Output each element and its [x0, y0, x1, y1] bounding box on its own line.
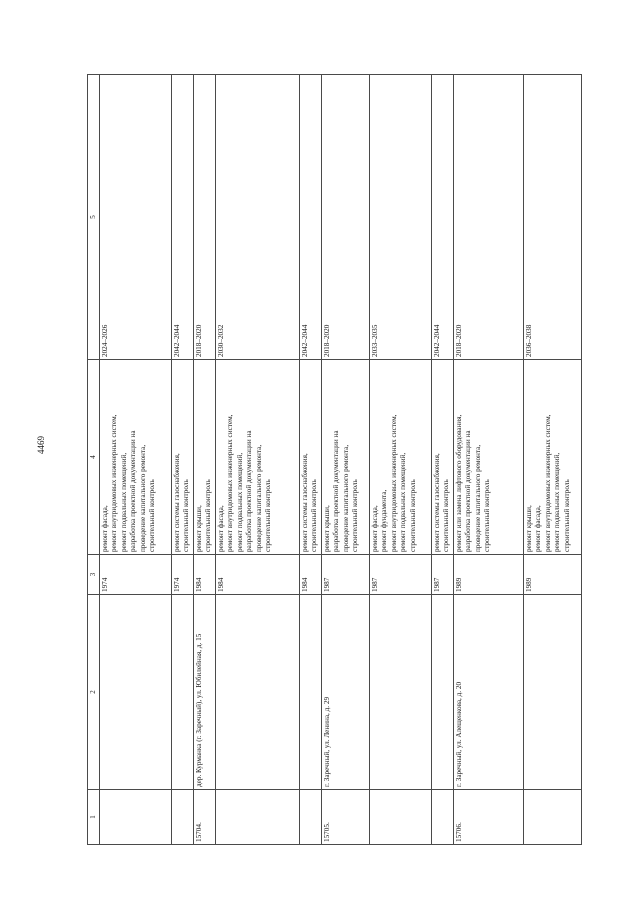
- works-cell: ремонт крыши, разработка проектной документации на проведение капитального ремонта, строительный контроль: [322, 360, 370, 555]
- table-row: [432, 75, 454, 845]
- address-cell: [524, 595, 582, 790]
- column-number: 4: [88, 360, 100, 555]
- table-row: [524, 75, 582, 845]
- table-row: [300, 75, 322, 845]
- address-cell: [300, 595, 322, 790]
- period-cell: 2030–2032: [216, 75, 300, 360]
- table-row: [194, 75, 216, 845]
- page-number: 4469: [36, 436, 46, 454]
- works-cell: ремонт системы газоснабжения, строительный контроль: [300, 360, 322, 555]
- build-year-cell: 1974: [172, 555, 194, 595]
- address-cell: г. Заречный, ул. Ленина, д. 29: [322, 595, 370, 790]
- build-year-cell: 1984: [300, 555, 322, 595]
- works-cell: ремонт крыши, ремонт фасада, ремонт внутридомовых инженерных систем, ремонт подвальных помещений, строительный контроль: [524, 360, 582, 555]
- period-cell: 2033–2035: [370, 75, 432, 360]
- column-number-row: [88, 75, 100, 845]
- address-cell: [370, 595, 432, 790]
- build-year-cell: 1987: [432, 555, 454, 595]
- build-year-cell: 1987: [322, 555, 370, 595]
- row-number-cell: [300, 790, 322, 845]
- row-number-cell: [216, 790, 300, 845]
- works-cell: ремонт фасада, ремонт внутридомовых инженерных систем, ремонт подвальных помещений, разработка проектной документации на проведение капитального ремонта, строительный контроль: [100, 360, 172, 555]
- period-cell: 2018–2020: [454, 75, 524, 360]
- period-cell: 2036–2038: [524, 75, 582, 360]
- period-cell: 2018–2020: [322, 75, 370, 360]
- works-cell: ремонт системы газоснабжения, строительный контроль: [172, 360, 194, 555]
- table-row: [322, 75, 370, 845]
- column-number: 3: [88, 555, 100, 595]
- row-number-cell: [100, 790, 172, 845]
- row-number-cell: [432, 790, 454, 845]
- address-cell: г. Заречный, ул. Алещенкова, д. 20: [454, 595, 524, 790]
- build-year-cell: 1989: [524, 555, 582, 595]
- column-number: 5: [88, 75, 100, 360]
- table-row: [454, 75, 524, 845]
- works-cell: ремонт системы газоснабжения, строительный контроль: [432, 360, 454, 555]
- build-year-cell: 1974: [100, 555, 172, 595]
- table-row: [370, 75, 432, 845]
- table-row: [172, 75, 194, 845]
- address-cell: [432, 595, 454, 790]
- period-cell: 2042–2044: [300, 75, 322, 360]
- address-cell: [216, 595, 300, 790]
- address-cell: [100, 595, 172, 790]
- table-row: [100, 75, 172, 845]
- works-cell: ремонт фасада, ремонт фундамента, ремонт внутридомовых инженерных систем, ремонт подвальных помещений, строительный контроль: [370, 360, 432, 555]
- period-cell: 2042–2044: [172, 75, 194, 360]
- row-number-cell: 15704.: [194, 790, 216, 845]
- row-number-cell: [172, 790, 194, 845]
- build-year-cell: 1984: [194, 555, 216, 595]
- works-cell: ремонт фасада, ремонт внутридомовых инженерных систем, ремонт подвальных помещений, разработка проектной документации на проведение капитального ремонта, строительный контроль: [216, 360, 300, 555]
- works-cell: ремонт крыши, строительный контроль: [194, 360, 216, 555]
- row-number-cell: [524, 790, 582, 845]
- build-year-cell: 1984: [216, 555, 300, 595]
- works-cell: ремонт или замена лифтового оборудования, разработка проектной документации на проведение капитального ремонта, строительный контроль: [454, 360, 524, 555]
- row-number-cell: [370, 790, 432, 845]
- address-cell: [172, 595, 194, 790]
- row-number-cell: 15705.: [322, 790, 370, 845]
- column-number: 1: [88, 790, 100, 845]
- address-cell: дер. Курманка (г. Заречный), ул. Юбилейная, д. 15: [194, 595, 216, 790]
- period-cell: 2042–2044: [432, 75, 454, 360]
- build-year-cell: 1987: [370, 555, 432, 595]
- repair-schedule-table: [87, 74, 582, 845]
- row-number-cell: 15706.: [454, 790, 524, 845]
- period-cell: 2024–2026: [100, 75, 172, 360]
- period-cell: 2018–2020: [194, 75, 216, 360]
- build-year-cell: 1989: [454, 555, 524, 595]
- document-sheet: [87, 75, 587, 845]
- table-row: [216, 75, 300, 845]
- column-number: 2: [88, 595, 100, 790]
